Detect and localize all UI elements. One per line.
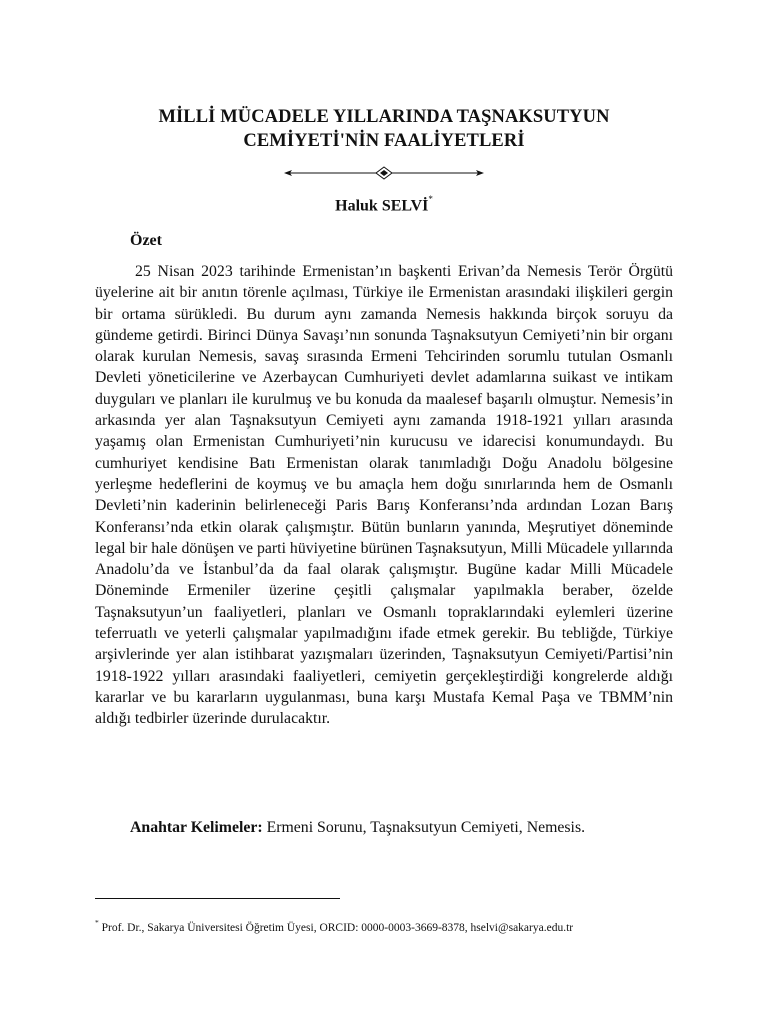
abstract-heading: Özet	[130, 232, 162, 249]
keywords-label: Anahtar Kelimeler:	[130, 819, 263, 836]
abstract-text: 25 Nisan 2023 tarihinde Ermenistan’ın başkenti Erivan’da Nemesis Terör Örgütü üyelerine ait bir anıtın törenle açılması, Türkiye ile Ermenistan arasındaki ilişkileri gergin bir ortama sürükledi. Bu durum aynı zamanda Nemesis hakkında birçok soruyu da gündeme getirdi. Birinci Dünya Savaşı’nın sonunda Taşnaksutyun Cemiyeti’nin bir organı olarak kurulan Nemesis, savaş sırasında Ermeni Tehcirinden sorumlu tutulan Osmanlı Devleti yöneticilerine ve Azerbaycan Cumhuriyeti devlet adamlarına suikast ve intikam duyguları ve planları ile kurulmuş ve bu konuda da maalesef başarılı olmuştur. Nemesis’in arkasında yer alan Taşnaksutyun Cemiyeti aynı zamanda 1918-1921 yılları arasında yaşamış olan Ermenistan Cumhuriyeti’nin kurucusu ve idarecisi konumundaydı. Bu cumhuriyet kendisine Batı Ermenistan olarak tanımladığı Doğu Anadolu bölgesine yerleşme hedeflerini de koymuş ve bu amaçla hem doğu sınırlarında hem de Osmanlı Devleti’nin kaderinin belirleneceği Paris Barış Konferansı’nda ardından Lozan Barış Konferansı’nda etkin olarak çalışmıştır. Bütün bunların yanında, Meşrutiyet döneminde legal bir hale dönüşen ve parti hüviyetine bürünen Taşnaksutyun, Milli Mücadele yıllarında Anadolu’da ve İstanbul’da da faal olarak çalışmıştır. Bugüne kadar Milli Mücadele Döneminde Ermeniler üzerine çeşitli çalışmalar yapılmakla beraber, özelde Taşnaksutyun’un faaliyetleri, planları ve Osmanlı topraklarındaki eylemleri üzerine teferruatlı ve yeterli çalışmalar yapılmadığını ifade etmek gerekir. Bu tebliğde, Türkiye arşivlerinde yer alan istihbarat yazışmaları üzerinden, Taşnaksutyun Cemiyeti/Partisi’nin 1918-1922 yılları arasındaki faaliyetleri, cemiyetin gerçekleştirdiği kongrelerde aldığı kararlar ve bu kararların uygulanması, buna karşı Mustafa Kemal Paşa ve TBMM’nin aldığı tedbirler üzerinde durulacaktır.	[95, 263, 673, 728]
title-line-1: MİLLİ MÜCADELE YILLARINDA TAŞNAKSUTYUN	[158, 107, 610, 127]
paper-title	[95, 105, 673, 153]
footnote-text: Prof. Dr., Sakarya Üniversitesi Öğretim Üyesi, ORCID: 0000-0003-3669-8378, hselvi@sakarya.edu.tr	[101, 921, 574, 934]
author-footnote-marker[interactable]: *	[428, 194, 433, 204]
footnote	[95, 916, 695, 936]
ornament-divider-icon	[282, 166, 486, 180]
author-name: Haluk SELVİ	[335, 197, 429, 215]
keywords-line	[130, 817, 585, 838]
keywords-value: Ermeni Sorunu, Taşnaksutyun Cemiyeti, Nemesis.	[266, 819, 586, 836]
footnote-marker: *	[95, 918, 99, 927]
title-line-2: CEMİYETİ'NİN FAALİYETLERİ	[243, 131, 525, 151]
author-line	[95, 191, 673, 216]
footnote-separator	[95, 898, 340, 899]
